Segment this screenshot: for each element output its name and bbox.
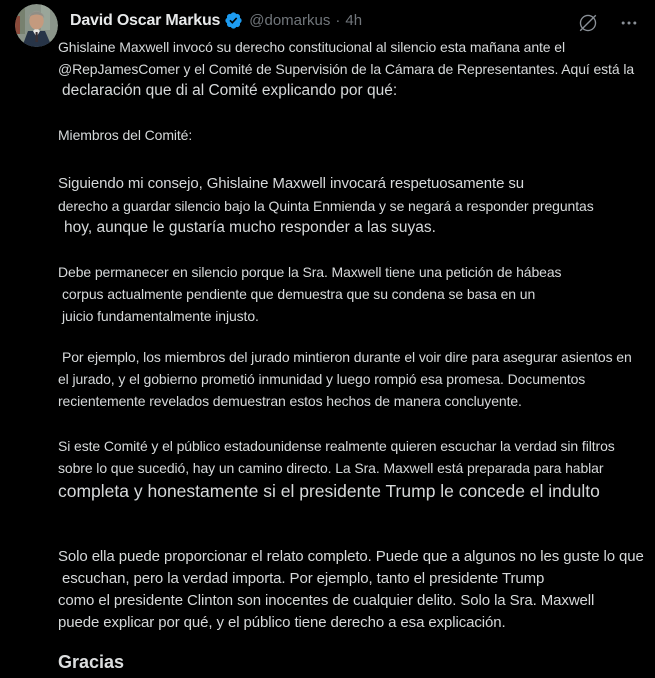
tweet-text-line: Solo ella puede proporcionar el relato completo. Puede que a algunos no les guste lo que xyxy=(58,548,644,565)
tweet-text-line: sobre lo que sucedió, hay un camino directo. La Sra. Maxwell está preparada para hablar xyxy=(58,460,604,476)
tweet-text-line: Miembros del Comité: xyxy=(58,127,193,143)
tweet-paragraph xyxy=(58,346,652,412)
tweet-text-line: juicio fundamentalmente injusto. xyxy=(62,308,259,324)
tweet-text-line: corpus actualmente pendiente que demuestra que su condena se basa en un xyxy=(62,286,536,302)
profile-photo-image xyxy=(15,4,58,47)
avatar[interactable] xyxy=(15,4,58,47)
verified-badge-icon xyxy=(224,11,243,30)
tweet-text-line: hoy, aunque le gustaría mucho responder a las suyas. xyxy=(64,219,436,236)
author-handle[interactable]: @domarkus xyxy=(249,12,331,29)
tweet-text-line: Siguiendo mi consejo, Ghislaine Maxwell invocará respetuosamente su xyxy=(58,175,525,192)
tweet-paragraph xyxy=(58,435,652,504)
tweet-paragraph xyxy=(58,261,652,327)
tweet-text-line: completa y honestamente si el presidente Trump le concede el indulto xyxy=(58,481,600,501)
author-name[interactable]: David Oscar Markus xyxy=(70,11,221,29)
grok-icon[interactable] xyxy=(577,12,599,34)
tweet-header xyxy=(70,11,362,30)
tweet-text-line: Ghislaine Maxwell invocó su derecho constitucional al silencio esta mañana ante el xyxy=(58,39,565,55)
tweet-paragraph xyxy=(58,173,652,239)
tweet-text-line: Por ejemplo, los miembros del jurado mintieron durante el voir dire para asegurar asientos en xyxy=(62,349,632,365)
tweet-text-line: el jurado, y el gobierno prometió inmunidad y luego rompió esa promesa. Documentos xyxy=(58,371,586,387)
tweet-text-line: como el presidente Clinton son inocentes de cualquier delito. Solo la Sra. Maxwell xyxy=(58,592,595,609)
tweet-text-line: escuchan, pero la verdad importa. Por ejemplo, tanto el presidente Trump xyxy=(62,570,545,587)
tweet-text xyxy=(58,36,652,675)
handle-time-separator: · xyxy=(335,12,341,29)
timestamp[interactable]: 4h xyxy=(345,12,363,29)
header-actions xyxy=(577,12,639,34)
tweet-text-line: recientemente revelados demuestran estos hechos de manera concluyente. xyxy=(58,393,522,409)
tweet-paragraph xyxy=(58,649,652,675)
tweet-text-line: Debe permanecer en silencio porque la Sra. Maxwell tiene una petición de hábeas xyxy=(58,264,562,280)
tweet-text-line: puede explicar por qué, y el público tiene derecho a esa explicación. xyxy=(58,614,506,631)
tweet-paragraph xyxy=(58,546,652,634)
tweet-text-line: @RepJamesComer y el Comité de Supervisión de la Cámara de Representantes. Aquí está la xyxy=(58,61,635,77)
tweet-paragraph xyxy=(58,36,652,102)
tweet-paragraph xyxy=(58,124,652,146)
tweet-text-line: declaración que di al Comité explicando por qué: xyxy=(62,82,398,99)
more-options-icon[interactable] xyxy=(619,13,639,33)
tweet-text-line: Gracias xyxy=(58,652,125,672)
tweet-text-line: derecho a guardar silencio bajo la Quinta Enmienda y se negará a responder preguntas xyxy=(58,198,594,214)
tweet-text-line: Si este Comité y el público estadounidense realmente quieren escuchar la verdad sin filtros xyxy=(58,438,615,454)
